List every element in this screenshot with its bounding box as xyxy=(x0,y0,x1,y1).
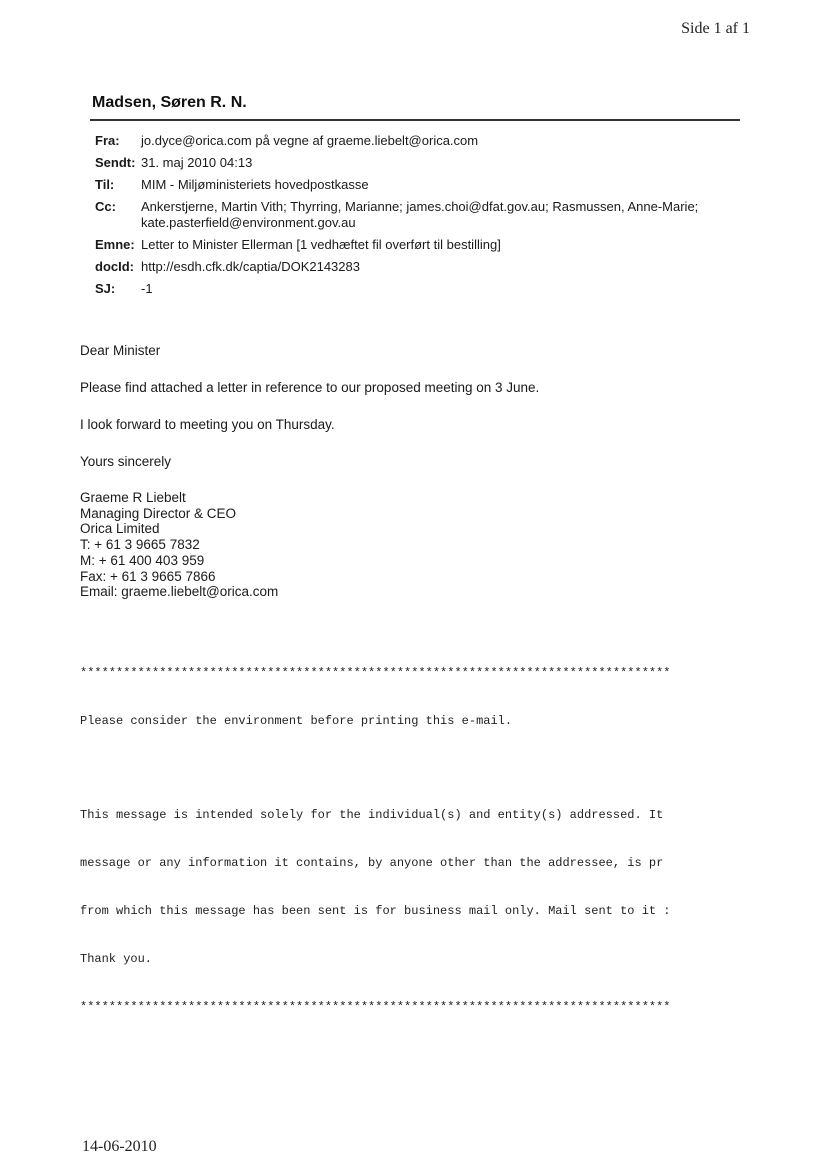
disclaimer-stars-bottom: ********************************************************************************** xyxy=(80,1000,671,1014)
header-value xyxy=(141,199,755,231)
header-value: -1 xyxy=(141,281,153,296)
environment-notice: Please consider the environment before printing this e-mail. xyxy=(80,714,513,728)
header-sent xyxy=(95,155,755,171)
disclaimer-line: message or any information it contains, by anyone other than the addressee, is pr xyxy=(80,856,664,870)
header-label: SJ: xyxy=(95,281,116,296)
closing: Yours sincerely xyxy=(80,454,172,469)
header-label: Sendt: xyxy=(95,155,136,170)
body-paragraph: Please find attached a letter in reference to our proposed meeting on 3 June. xyxy=(80,380,540,395)
cc-line-1: Ankerstjerne, Martin Vith; Thyrring, Marianne; james.choi@dfat.gov.au; Rasmussen, Anne-Marie; xyxy=(141,199,699,214)
header-value: 31. maj 2010 04:13 xyxy=(141,155,253,170)
signature-email: Email: graeme.liebelt@orica.com xyxy=(80,584,279,600)
header-cc xyxy=(95,199,755,231)
header-to xyxy=(95,177,755,193)
header-value: Letter to Minister Ellerman [1 vedhæftet fil overført til bestilling] xyxy=(141,237,501,252)
signature-block xyxy=(80,490,480,600)
page-number: Side 1 af 1 xyxy=(681,20,750,37)
header-subject xyxy=(95,237,755,253)
disclaimer-line: Thank you. xyxy=(80,952,153,966)
signature-phone: T: + 61 3 9665 7832 xyxy=(80,537,200,553)
email-body xyxy=(80,343,760,491)
body-paragraph: I look forward to meeting you on Thursday. xyxy=(80,417,335,432)
signature-company: Orica Limited xyxy=(80,521,160,537)
footer-date: 14-06-2010 xyxy=(82,1138,157,1155)
disclaimer-line: from which this message has been sent is for business mail only. Mail sent to it : xyxy=(80,904,671,918)
header-value: MIM - Miljøministeriets hovedpostkasse xyxy=(141,177,369,192)
disclaimer-stars-top: ********************************************************************************** xyxy=(80,666,671,680)
signature-mobile: M: + 61 400 403 959 xyxy=(80,552,205,568)
disclaimer-line: This message is intended solely for the individual(s) and entity(s) addressed. It xyxy=(80,808,664,822)
header-from xyxy=(95,133,755,149)
disclaimer-block xyxy=(80,633,750,1031)
header-sj xyxy=(95,281,755,297)
greeting: Dear Minister xyxy=(80,343,161,358)
header-label: Fra: xyxy=(95,133,120,148)
header-value: http://esdh.cfk.dk/captia/DOK2143283 xyxy=(141,259,360,274)
signature-fax: Fax: + 61 3 9665 7866 xyxy=(80,568,216,584)
header-label: Cc: xyxy=(95,199,116,214)
email-headers xyxy=(95,133,755,297)
sender-name: Madsen, Søren R. N. xyxy=(92,94,247,111)
header-label: Emne: xyxy=(95,237,135,252)
header-label: Til: xyxy=(95,177,115,192)
header-value: jo.dyce@orica.com på vegne af graeme.liebelt@orica.com xyxy=(141,133,479,148)
header-divider xyxy=(90,119,740,121)
signature-title: Managing Director & CEO xyxy=(80,505,237,521)
header-label: docId: xyxy=(95,259,134,274)
signature-name: Graeme R Liebelt xyxy=(80,490,186,505)
cc-line-2: kate.pasterfield@environment.gov.au xyxy=(141,215,356,230)
header-docid xyxy=(95,259,755,275)
